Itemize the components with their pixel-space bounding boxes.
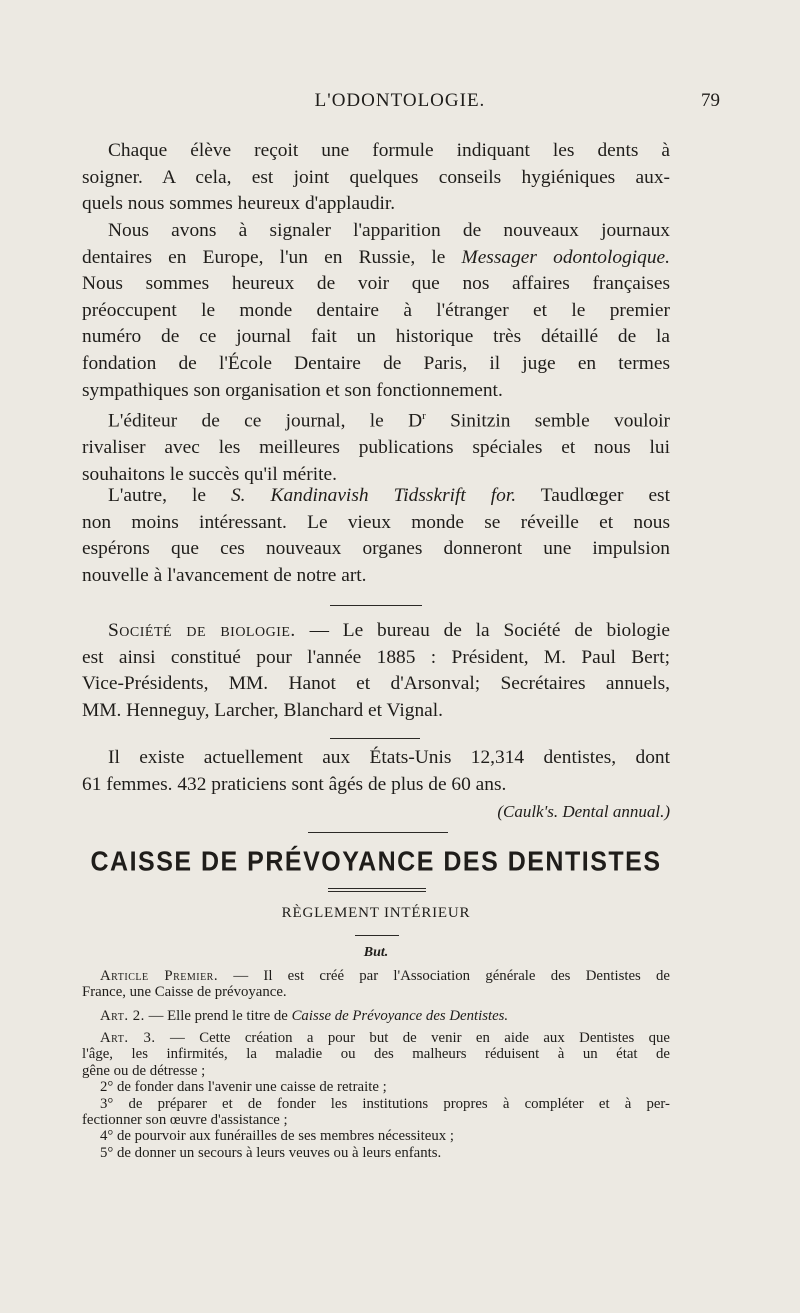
separator-rule [308,832,448,833]
article-3 [82,1030,670,1161]
text-line: Art. 2. — Elle prend le titre de Caisse de Prévoyance des Dentistes. [100,1008,509,1024]
section-lead-in: Société de biologie. [108,620,296,641]
text-line: Nous sommes heureux de voir que nos affaires françaises [82,273,670,295]
text-line: 4° de pourvoir aux funérailles de ses membres nécessiteux ; [100,1128,454,1145]
text-line: numéro de ce journal fait un historique très détaillé de la [82,326,670,348]
text-line: 61 femmes. 432 praticiens sont âgés de plus de 60 ans. [82,773,507,795]
separator-rule [328,888,426,892]
text-line: L'autre, le S. Kandinavish Tidsskrift for. Taudlœger est [108,485,670,506]
text-line: quels nous sommes heureux d'applaudir. [82,193,396,215]
text-line: 2° de fonder dans l'avenir une caisse de retraite ; [100,1079,387,1096]
paragraph-new-journals [82,218,670,404]
text-line: Société de biologie. — Le bureau de la Société de biologie [108,620,670,641]
article-label: Art. 2. [100,1008,145,1024]
journal-name-kandinavish: S. Kandinavish Tidsskrift for. [230,485,517,506]
article-label: Article Premier. [100,968,219,984]
text-line: dentaires en Europe, l'un en Russie, le Messager odontologique. [82,246,670,268]
text-line: France, une Caisse de prévoyance. [82,984,287,1001]
section-subtitle: RÈGLEMENT INTÉRIEUR [281,905,471,921]
paragraph-us-dentists [82,745,670,798]
journal-title: L'ODONTOLOGIE. [314,90,486,111]
text-line: soigner. A cela, est joint quelques conseils hygiéniques aux- [82,166,670,188]
text-line: Article Premier. — Il est créé par l'Association générale des Dentistes de [100,968,670,984]
text-line: Chaque élève reçoit une formule indiquant les dents à [108,140,670,161]
separator-rule [355,935,399,936]
article-2 [82,1008,670,1024]
separator-rule [330,738,420,739]
paragraph-editor [82,403,670,488]
text-line: rivaliser avec les meilleures publications spéciales et nous lui [82,437,670,459]
separator-rule [330,605,422,606]
text-line: L'éditeur de ce journal, le $D^r$ Sinitzin semble vouloir [108,410,671,432]
text-line: Vice-Présidents, MM. Hanot et d'Arsonval; Secrétaires annuels, [82,673,670,695]
text-line: gêne ou de détresse ; [82,1062,206,1079]
paragraph-other-journal [82,483,670,589]
subsection-heading: But. [363,945,389,960]
journal-name-messager: Messager odontologique. [461,246,670,268]
text-line: Nous avons à signaler l'apparition de nouveaux journaux [108,220,670,241]
text-line: sympathiques son organisation et son fonctionnement. [82,379,503,401]
page-number: 79 [701,90,720,111]
text-line: 3° de préparer et de fonder les institutions propres à compléter et à per- [100,1095,670,1112]
running-header [80,90,720,120]
text-line: 5° de donner un secours à leurs veuves ou à leurs enfants. [100,1144,442,1161]
text-line: souhaitons le succès qu'il mérite. [82,463,337,485]
text-line: nouvelle à l'avancement de notre art. [82,564,367,586]
text-line: Il existe actuellement aux États-Unis 12,314 dentistes, dont [108,747,670,768]
citation: (Caulk's. Dental annual.) [497,802,670,821]
text-line: est ainsi constitué pour l'année 1885 : Président, M. Paul Bert; [82,646,670,668]
text-line: préoccupent le monde dentaire à l'étranger et le premier [82,299,670,321]
text-line: l'âge, les infirmités, la maladie ou des malheurs réduisent à un état de [82,1046,670,1063]
section-title: CAISSE DE PRÉVOYANCE DES DENTISTES [90,846,662,878]
paragraph-biology-society [82,618,670,724]
article-1 [82,968,670,1001]
paragraph-pupils [82,138,670,218]
text-line: Art. 3. — Cette création a pour but de venir en aide aux Dentistes que [100,1030,670,1046]
text-line: non moins intéressant. Le vieux monde se réveille et nous [82,511,670,533]
text-line: espérons que ces nouveaux organes donneront une impulsion [82,538,670,560]
text-line: fectionner son œuvre d'assistance ; [82,1112,288,1129]
text-line: fondation de l'École Dentaire de Paris, il juge en termes [82,352,670,374]
text-line: MM. Henneguy, Larcher, Blanchard et Vignal. [82,699,443,721]
article-label: Art. 3. [100,1030,156,1046]
